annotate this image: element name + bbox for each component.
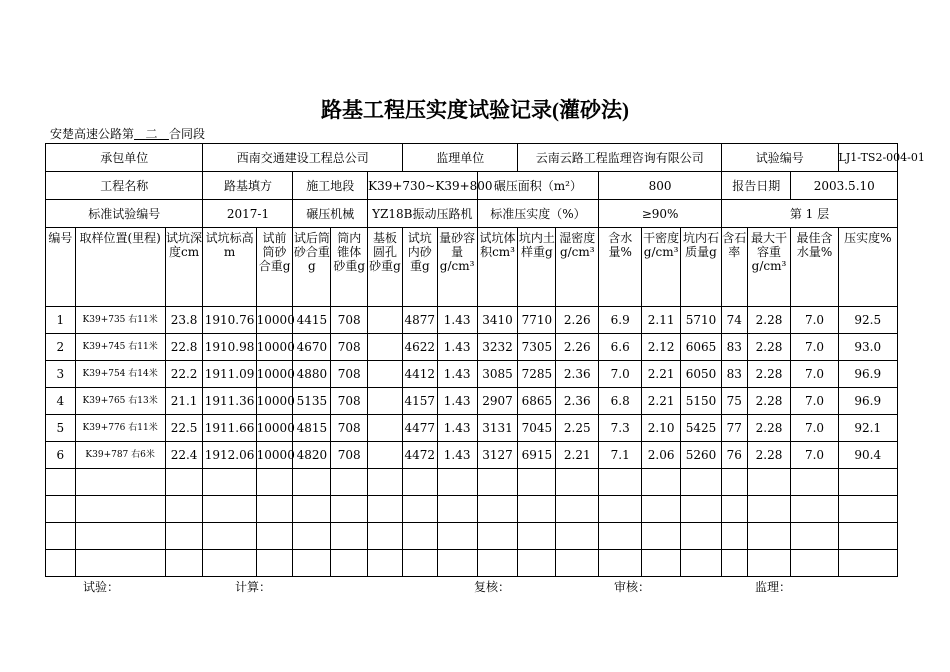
table-cell: 93.0 xyxy=(838,334,897,361)
roller-value: YZ18B振动压路机 xyxy=(368,200,477,228)
table-cell: 2.26 xyxy=(556,307,599,334)
empty-cell xyxy=(518,550,556,577)
table-row xyxy=(46,388,898,415)
table-cell: 22.2 xyxy=(165,361,203,388)
empty-cell xyxy=(518,469,556,496)
table-cell: 1910.76 xyxy=(203,307,256,334)
table-cell: 7.0 xyxy=(791,307,838,334)
table-cell: 3127 xyxy=(477,442,518,469)
empty-cell xyxy=(477,523,518,550)
header-moisture: 含水量% xyxy=(599,228,642,307)
table-cell: K39+754 右14米 xyxy=(75,361,165,388)
table-cell: 10000 xyxy=(256,307,293,334)
table-cell: 2.28 xyxy=(747,307,791,334)
empty-cell xyxy=(165,496,203,523)
table-cell: 7710 xyxy=(518,307,556,334)
table-cell xyxy=(368,442,403,469)
table-cell: 7.0 xyxy=(791,415,838,442)
table-cell: 2.26 xyxy=(556,334,599,361)
table-cell: 83 xyxy=(721,361,747,388)
empty-cell xyxy=(256,469,293,496)
project-name-label: 工程名称 xyxy=(46,172,203,200)
empty-cell xyxy=(518,496,556,523)
empty-cell xyxy=(599,496,642,523)
table-cell: 2.28 xyxy=(747,361,791,388)
table-cell: 4412 xyxy=(402,361,437,388)
table-cell xyxy=(368,361,403,388)
subtitle-section: 二 xyxy=(145,127,158,141)
table-cell: 4477 xyxy=(402,415,437,442)
header-plate-sand: 基板圆孔砂重g xyxy=(368,228,403,307)
table-cell: 5260 xyxy=(681,442,722,469)
header-soil-weight: 坑内土样重g xyxy=(518,228,556,307)
table-cell: K39+735 右11米 xyxy=(75,307,165,334)
empty-cell xyxy=(293,550,331,577)
empty-cell xyxy=(681,469,722,496)
table-cell: 1.43 xyxy=(437,361,477,388)
contractor-value: 西南交通建设工程总公司 xyxy=(203,144,402,172)
supervisor-value: 云南云路工程监理咨询有限公司 xyxy=(518,144,721,172)
empty-cell xyxy=(293,523,331,550)
empty-row xyxy=(46,469,898,496)
table-cell: 6065 xyxy=(681,334,722,361)
table-row xyxy=(46,415,898,442)
header-max-dry-density: 最大干容重g/cm³ xyxy=(747,228,791,307)
table-cell: 2.28 xyxy=(747,442,791,469)
table-cell: 5 xyxy=(46,415,76,442)
table-cell: 5710 xyxy=(681,307,722,334)
table-cell: 2.06 xyxy=(642,442,681,469)
empty-cell xyxy=(293,469,331,496)
table-cell: 2.36 xyxy=(556,388,599,415)
empty-cell xyxy=(75,469,165,496)
table-cell: 4 xyxy=(46,388,76,415)
layer-value: 第 1 层 xyxy=(721,200,897,228)
empty-cell xyxy=(46,469,76,496)
empty-cell xyxy=(368,496,403,523)
empty-cell xyxy=(165,523,203,550)
empty-cell xyxy=(599,523,642,550)
info-row-1 xyxy=(46,144,898,172)
empty-cell xyxy=(75,523,165,550)
table-cell: 90.4 xyxy=(838,442,897,469)
subtitle-prefix: 安楚高速公路第 xyxy=(50,127,135,141)
empty-cell xyxy=(402,496,437,523)
table-cell: 708 xyxy=(331,442,368,469)
report-date-value: 2003.5.10 xyxy=(791,172,898,200)
table-cell xyxy=(368,334,403,361)
table-cell: 7.0 xyxy=(791,334,838,361)
empty-cell xyxy=(681,550,722,577)
empty-cell xyxy=(747,469,791,496)
header-stone-mass: 坑内石质量g xyxy=(681,228,722,307)
empty-cell xyxy=(203,550,256,577)
header-pit-depth: 试坑深度cm xyxy=(165,228,203,307)
table-cell: 4670 xyxy=(293,334,331,361)
empty-cell xyxy=(681,496,722,523)
table-cell: K39+765 右13米 xyxy=(75,388,165,415)
rolling-area-label: 碾压面积（m²） xyxy=(477,172,599,200)
empty-row xyxy=(46,523,898,550)
table-cell: 7.0 xyxy=(791,388,838,415)
empty-cell xyxy=(368,550,403,577)
table-cell: 4415 xyxy=(293,307,331,334)
table-cell: 6 xyxy=(46,442,76,469)
empty-cell xyxy=(437,523,477,550)
table-cell: 1.43 xyxy=(437,307,477,334)
table-cell: 4880 xyxy=(293,361,331,388)
table-cell: K39+776 右11米 xyxy=(75,415,165,442)
table-cell: 2.12 xyxy=(642,334,681,361)
table-cell: 2.21 xyxy=(642,361,681,388)
header-cone-sand: 筒内锥体砂重g xyxy=(331,228,368,307)
empty-cell xyxy=(599,550,642,577)
standard-compaction-label: 标准压实度（%） xyxy=(477,200,599,228)
table-cell: 4815 xyxy=(293,415,331,442)
table-cell: 6050 xyxy=(681,361,722,388)
empty-row xyxy=(46,496,898,523)
table-cell: 708 xyxy=(331,388,368,415)
table-cell: 7285 xyxy=(518,361,556,388)
table-cell: 1.43 xyxy=(437,334,477,361)
table-cell: 708 xyxy=(331,415,368,442)
header-pit-sand: 试坑内砂重g xyxy=(402,228,437,307)
standard-compaction-value: ≥90% xyxy=(599,200,722,228)
table-cell: 6.9 xyxy=(599,307,642,334)
footer-test: 试验： xyxy=(83,580,120,594)
table-cell: 1912.06 xyxy=(203,442,256,469)
empty-cell xyxy=(556,550,599,577)
empty-cell xyxy=(46,523,76,550)
info-row-2 xyxy=(46,172,898,200)
report-date-label: 报告日期 xyxy=(721,172,791,200)
empty-cell xyxy=(256,523,293,550)
header-number: 编号 xyxy=(46,228,76,307)
table-cell: 1910.98 xyxy=(203,334,256,361)
empty-cell xyxy=(203,523,256,550)
supervisor-label: 监理单位 xyxy=(402,144,518,172)
header-sand-after: 试后筒砂合重g xyxy=(293,228,331,307)
table-cell: 7305 xyxy=(518,334,556,361)
empty-cell xyxy=(368,523,403,550)
table-cell: 74 xyxy=(721,307,747,334)
empty-cell xyxy=(402,550,437,577)
table-row xyxy=(46,361,898,388)
footer-calc: 计算： xyxy=(235,580,272,594)
data-rows xyxy=(46,307,898,577)
contractor-label: 承包单位 xyxy=(46,144,203,172)
test-number-label: 试验编号 xyxy=(721,144,838,172)
table-cell: 10000 xyxy=(256,442,293,469)
table-cell: 4820 xyxy=(293,442,331,469)
empty-cell xyxy=(402,523,437,550)
table-cell: 6915 xyxy=(518,442,556,469)
table-cell: 4157 xyxy=(402,388,437,415)
empty-cell xyxy=(747,550,791,577)
empty-cell xyxy=(46,550,76,577)
empty-cell xyxy=(437,496,477,523)
table-cell xyxy=(368,415,403,442)
page-title: 路基工程压实度试验记录(灌砂法) xyxy=(321,98,629,122)
table-cell: 7.0 xyxy=(791,361,838,388)
standard-test-value: 2017-1 xyxy=(203,200,293,228)
empty-cell xyxy=(838,550,897,577)
footer-supervise: 监理： xyxy=(755,580,792,594)
table-cell: 4472 xyxy=(402,442,437,469)
empty-cell xyxy=(477,496,518,523)
empty-cell xyxy=(642,550,681,577)
table-cell: 3131 xyxy=(477,415,518,442)
table-cell: 3232 xyxy=(477,334,518,361)
empty-cell xyxy=(477,469,518,496)
project-name-value: 路基填方 xyxy=(203,172,293,200)
table-cell: K39+787 右6米 xyxy=(75,442,165,469)
empty-cell xyxy=(203,469,256,496)
empty-cell xyxy=(791,550,838,577)
empty-cell xyxy=(256,496,293,523)
empty-cell xyxy=(75,550,165,577)
table-cell: 1.43 xyxy=(437,388,477,415)
table-cell: 2.25 xyxy=(556,415,599,442)
table-cell: 2.21 xyxy=(642,388,681,415)
table-cell: 2.11 xyxy=(642,307,681,334)
table-cell: 2.28 xyxy=(747,388,791,415)
table-cell: 96.9 xyxy=(838,361,897,388)
empty-cell xyxy=(747,523,791,550)
empty-cell xyxy=(791,496,838,523)
table-cell: 2907 xyxy=(477,388,518,415)
empty-cell xyxy=(556,469,599,496)
empty-cell xyxy=(293,496,331,523)
header-sand-density: 量砂容量g/cm³ xyxy=(437,228,477,307)
table-cell: 2.28 xyxy=(747,415,791,442)
table-cell: 1 xyxy=(46,307,76,334)
table-cell: 23.8 xyxy=(165,307,203,334)
table-cell: 2.36 xyxy=(556,361,599,388)
empty-cell xyxy=(642,523,681,550)
table-cell: 4877 xyxy=(402,307,437,334)
table-cell: 10000 xyxy=(256,415,293,442)
header-compaction: 压实度% xyxy=(838,228,897,307)
table-cell: 7.3 xyxy=(599,415,642,442)
footer-review: 复核： xyxy=(474,580,511,594)
table-cell: 83 xyxy=(721,334,747,361)
empty-cell xyxy=(477,550,518,577)
table-cell: 22.5 xyxy=(165,415,203,442)
header-pit-elevation: 试坑标高m xyxy=(203,228,256,307)
table-row xyxy=(46,334,898,361)
empty-cell xyxy=(331,523,368,550)
table-cell: 10000 xyxy=(256,388,293,415)
table-cell: 1.43 xyxy=(437,415,477,442)
empty-cell xyxy=(75,496,165,523)
empty-cell xyxy=(599,469,642,496)
header-optimum-moisture: 最佳含水量% xyxy=(791,228,838,307)
empty-cell xyxy=(518,523,556,550)
empty-cell xyxy=(331,469,368,496)
empty-row xyxy=(46,550,898,577)
header-sand-before: 试前筒砂合重g xyxy=(256,228,293,307)
table-cell: 3085 xyxy=(477,361,518,388)
rolling-area-value: 800 xyxy=(599,172,722,200)
empty-cell xyxy=(642,496,681,523)
test-number-value: LJ1-TS2-004-01 xyxy=(838,144,897,172)
empty-cell xyxy=(838,496,897,523)
empty-cell xyxy=(721,523,747,550)
empty-cell xyxy=(46,496,76,523)
table-row xyxy=(46,307,898,334)
empty-cell xyxy=(368,469,403,496)
table-cell: 1911.36 xyxy=(203,388,256,415)
table-cell xyxy=(368,307,403,334)
table-cell: 77 xyxy=(721,415,747,442)
empty-cell xyxy=(681,523,722,550)
empty-cell xyxy=(203,496,256,523)
table-cell: 3410 xyxy=(477,307,518,334)
table-cell: 5425 xyxy=(681,415,722,442)
table-row xyxy=(46,442,898,469)
empty-cell xyxy=(437,550,477,577)
empty-cell xyxy=(721,496,747,523)
table-cell: 7045 xyxy=(518,415,556,442)
table-cell: K39+745 右11米 xyxy=(75,334,165,361)
empty-cell xyxy=(721,469,747,496)
table-cell: 5150 xyxy=(681,388,722,415)
table-cell: 1.43 xyxy=(437,442,477,469)
empty-cell xyxy=(721,550,747,577)
column-header-row xyxy=(46,228,898,307)
empty-cell xyxy=(556,496,599,523)
roller-label: 碾压机械 xyxy=(293,200,368,228)
header-pit-volume: 试坑体积cm³ xyxy=(477,228,518,307)
construction-section-label: 施工地段 xyxy=(293,172,368,200)
table-cell: 92.5 xyxy=(838,307,897,334)
table-cell: 10000 xyxy=(256,361,293,388)
empty-cell xyxy=(747,496,791,523)
table-cell: 22.4 xyxy=(165,442,203,469)
empty-cell xyxy=(331,496,368,523)
table-cell: 708 xyxy=(331,334,368,361)
table-cell: 2 xyxy=(46,334,76,361)
table-cell: 7.0 xyxy=(599,361,642,388)
empty-cell xyxy=(437,469,477,496)
header-location: 取样位置(里程) xyxy=(75,228,165,307)
empty-cell xyxy=(642,469,681,496)
table-cell xyxy=(368,388,403,415)
empty-cell xyxy=(256,550,293,577)
table-cell: 22.8 xyxy=(165,334,203,361)
empty-cell xyxy=(331,550,368,577)
contract-section-line xyxy=(50,125,205,142)
footer-audit: 审核： xyxy=(614,580,651,594)
header-dry-density: 干密度g/cm³ xyxy=(642,228,681,307)
construction-section-value: K39+730~K39+800 xyxy=(368,172,477,200)
table-cell: 7.0 xyxy=(791,442,838,469)
table-cell: 92.1 xyxy=(838,415,897,442)
table-cell: 10000 xyxy=(256,334,293,361)
table-cell: 96.9 xyxy=(838,388,897,415)
empty-cell xyxy=(838,469,897,496)
info-row-3 xyxy=(46,200,898,228)
table-cell: 75 xyxy=(721,388,747,415)
table-cell: 6.6 xyxy=(599,334,642,361)
table-cell: 7.1 xyxy=(599,442,642,469)
table-cell: 2.21 xyxy=(556,442,599,469)
empty-cell xyxy=(165,469,203,496)
table-cell: 1911.66 xyxy=(203,415,256,442)
table-cell: 76 xyxy=(721,442,747,469)
empty-cell xyxy=(791,469,838,496)
table-cell: 4622 xyxy=(402,334,437,361)
standard-test-label: 标准试验编号 xyxy=(46,200,203,228)
table-cell: 21.1 xyxy=(165,388,203,415)
table-cell: 708 xyxy=(331,361,368,388)
table-cell: 1911.09 xyxy=(203,361,256,388)
header-stone-ratio: 含石率 xyxy=(721,228,747,307)
empty-cell xyxy=(838,523,897,550)
empty-cell xyxy=(791,523,838,550)
empty-cell xyxy=(402,469,437,496)
table-cell: 6.8 xyxy=(599,388,642,415)
compaction-record-table xyxy=(45,143,925,577)
header-wet-density: 湿密度g/cm³ xyxy=(556,228,599,307)
empty-cell xyxy=(165,550,203,577)
table-cell: 5135 xyxy=(293,388,331,415)
table-cell: 6865 xyxy=(518,388,556,415)
table-cell: 3 xyxy=(46,361,76,388)
subtitle-suffix: 合同段 xyxy=(168,127,205,141)
table-cell: 708 xyxy=(331,307,368,334)
table-cell: 2.28 xyxy=(747,334,791,361)
table-cell: 2.10 xyxy=(642,415,681,442)
empty-cell xyxy=(556,523,599,550)
